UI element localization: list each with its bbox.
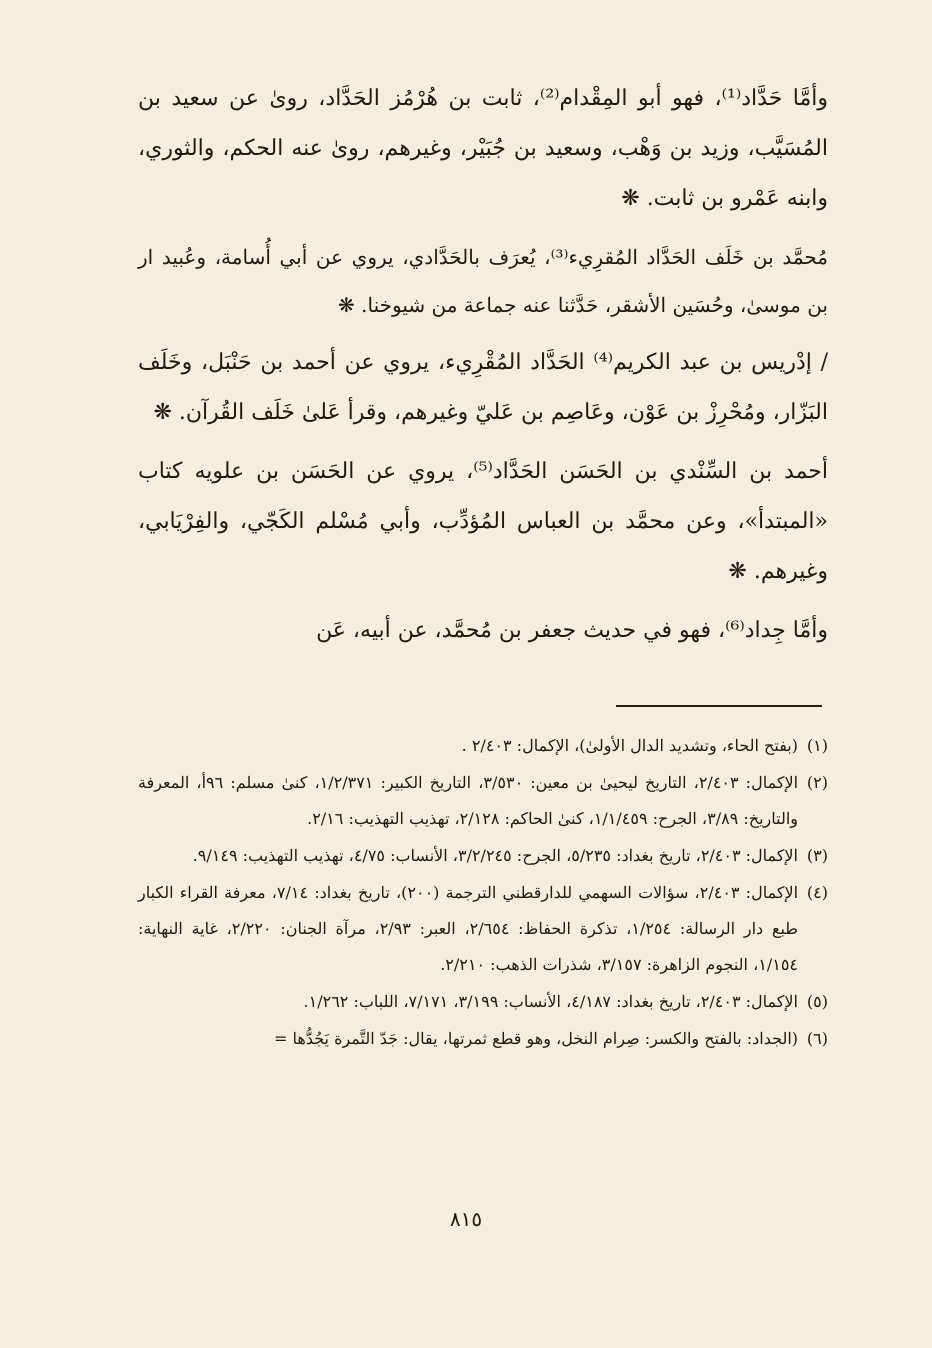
paragraph-idris: / إدْريس بن عبد الكريم⁽⁴⁾ الحَدَّاد المُقْرِيء، يروي عن أحمد بن حَنْبَل، وخَلَف البَزّار، ومُحْرِزْ بن عَوْن، وعَاصِم بن عَليّ وغيرهم، وقرأ عَلىٰ خَلَف القُرآن. ❋ — [138, 350, 828, 425]
footnote-text: (الجداد: بالفتح والكسر: صِرام النخل، وهو قطع ثمرتها، يقال: جَدّ التَّمرة يَجُدُّها = — [274, 1029, 798, 1048]
footnotes — [138, 728, 828, 1058]
footnote-divider — [616, 705, 822, 707]
footnote-number: (٢) — [806, 773, 828, 792]
footnote — [138, 765, 828, 837]
page-number: ٨١٥ — [449, 1207, 483, 1231]
footnote-text: الإكمال: ٢/٤٠٣، التاريخ ليحيىٰ بن معين: ٣/٥٣٠، التاريخ الكبير: ١/٢/٣٧١، كنىٰ مسلم: ٩٦أ، المعرفة والتاريخ: ٣/٨٩، الجرح: ١/١/٤٥٩، كنىٰ الحاكم: ٢/١٢٨، تهذيب التهذيب: ٢/١٦. — [138, 773, 799, 828]
main-text — [138, 74, 828, 665]
footnote-text: الإكمال: ٢/٤٠٣، سؤالات السهمي للدارقطني الترجمة (٢٠٠)، تاريخ بغداد: ٧/١٤، معرفة القراء الكبار طبع دار الرسالة: ١/٢٥٤، تذكرة الحفاظ: ٢/٦٥٤، العبر: ٢/٩٣، مرآة الجنان: ٢/٢٢٠، غاية النهاية: ١/١٥٤، النجوم الزاهرة: ٣/١٥٧، شذرات الذهب: ٢/٢١٠. — [138, 883, 799, 974]
footnote-text: الإكمال: ٢/٤٠٣، تاريخ بغداد: ٥/٢٣٥، الجرح: ٣/٢/٢٤٥، الأنساب: ٤/٧٥، تهذيب التهذيب: ٩/١٤٩. — [192, 846, 798, 865]
paragraph-thabit: وأمَّا حَدَّاد⁽¹⁾، فهو أبو المِقْدام⁽²⁾، ثابت بن هُرْمُز الحَدَّاد، روىٰ عن سعيد بن المُسَيَّب، وزيد بن وَهْب، وسعيد بن جُبَيْر، وغيرهم، روىٰ عنه الحكم، والثوري، وابنه عَمْرو بن ثابت. ❋ — [138, 86, 829, 211]
footnote-text: الإكمال: ٢/٤٠٣، تاريخ بغداد: ٤/١٨٧، الأنساب: ٣/١٩٩، ٧/١٧١، اللباب: ١/٢٦٢. — [303, 992, 798, 1011]
footnote-number: (٤) — [806, 883, 828, 902]
footnote-number: (٦) — [806, 1029, 828, 1048]
footnote — [138, 838, 828, 874]
footnote — [138, 1021, 828, 1057]
footnote-text: (بفتح الحاء، وتشديد الدال الأولىٰ)، الإكمال: ٢/٤٠٣ . — [461, 736, 798, 755]
footnote — [138, 984, 828, 1020]
paragraph-muhammad: مُحمَّد بن خَلَف الحَدَّاد المُقرِيء⁽³⁾، يُعرَف بالحَدَّادي، يروي عن أبي أُسامة، وعُبيد ار بن موسىٰ، وحُسَين الأشقر، حَدَّثنا عنه جماعة من شيوخنا. ❋ — [138, 245, 829, 317]
footnote — [138, 728, 828, 764]
footnote — [138, 875, 828, 983]
footnote-number: (٥) — [806, 992, 828, 1011]
footnote-number: (٣) — [806, 846, 828, 865]
paragraph-ahmad: أحمد بن السِّنْدي بن الحَسَن الحَدَّاد⁽⁵⁾، يروي عن الحَسَن بن علويه كتاب «المبتدأ»، وعن محمَّد بن العباس المُؤدِّب، وأبي مُسْلم الكَجّي، والفِرْيَابي، وغيرهم. ❋ — [138, 459, 828, 584]
paragraph-jidad: وأمَّا جِداد⁽⁶⁾، فهو في حديث جعفر بن مُحمَّد، عن أبيه، عَن — [316, 618, 828, 643]
footnote-number: (١) — [806, 736, 828, 755]
